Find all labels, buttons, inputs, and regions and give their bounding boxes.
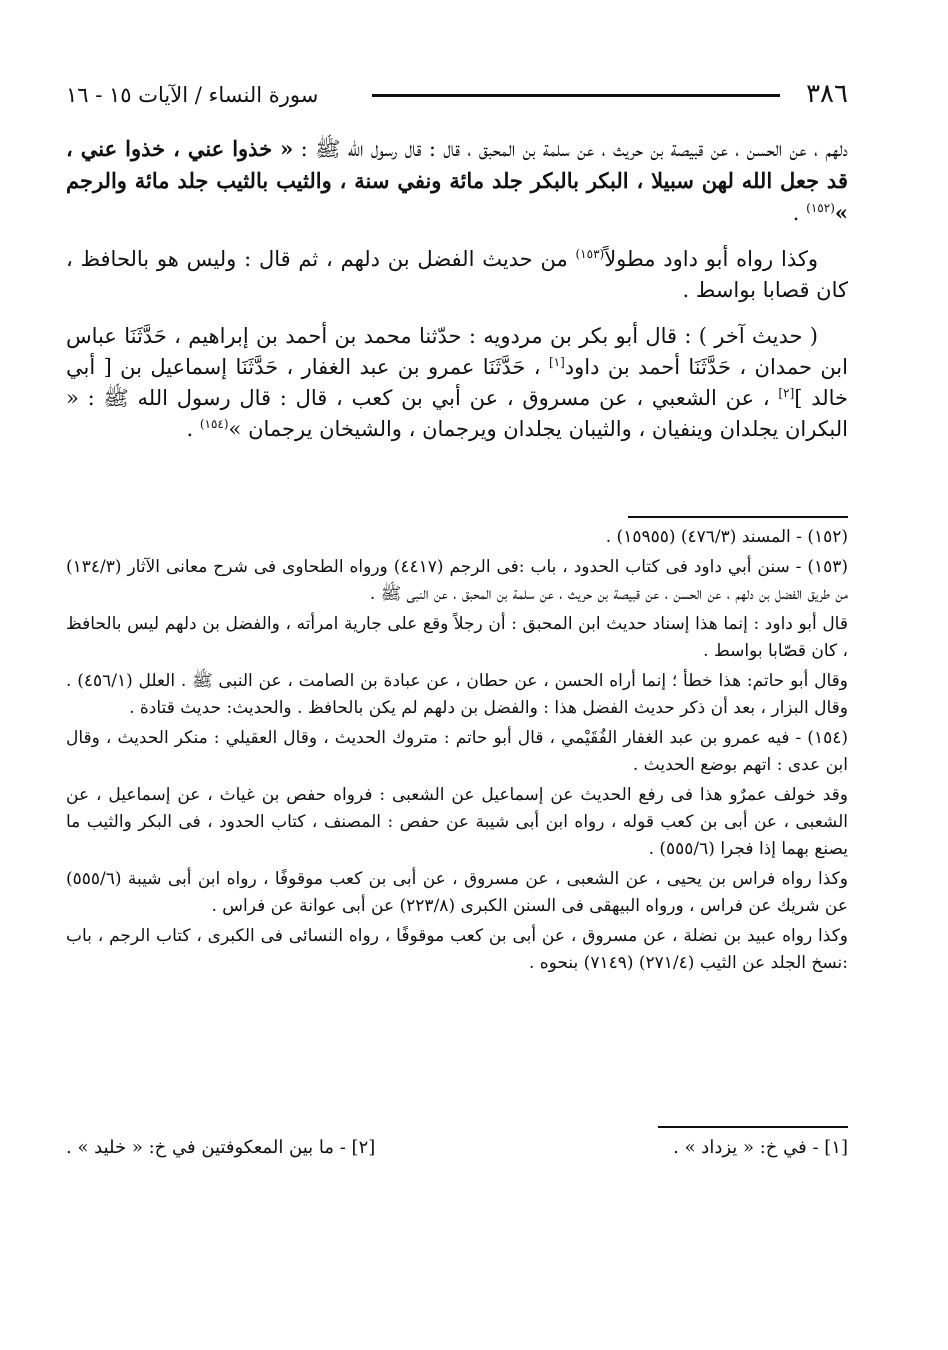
notes-separator — [658, 1126, 848, 1128]
running-title: سورة النساء / الآيات ١٥ - ١٦ — [66, 83, 319, 107]
text-segment: . — [186, 417, 200, 441]
note-ref-2[interactable]: [٢] — [778, 386, 795, 400]
notes-row — [66, 1134, 848, 1162]
footnote-153-abu-hatim: وقال أبو حاتم: هذا خطأ ؛ إنما أراه الحسن ، عن حطان ، عن عبادة بن الصامت ، عن النبى ﷺ . العلل (٤٥٦/١) . وقال البزار ، بعد أن ذكر حديث الفضل هذا : والفضل بن دلهم لم يكن بالحافظ . والحديث: حديث قتادة . — [66, 671, 848, 718]
footnote-154: (١٥٤) - فيه عمرو بن عبد الغفار الفُقَيْمي ، قال أبو حاتم : متروك الحديث ، وقال العقيلي : منكر الحديث ، وقال ابن عدى : اتهم بوضع الحديث . — [66, 728, 848, 775]
text-segment: وكذا رواه أبو داود مطولاً — [604, 247, 818, 271]
footnote-154-khulifa: وقد خولف عمرٌو هذا فى رفع الحديث عن إسماعيل عن الشعبى : فرواه حفص بن غياث ، عن إسماعيل ، عن الشعبى ، عن أبى بن كعب قوله ، رواه ابن أبى شيبة عن حفص : المصنف ، كتاب الحدود ، فى البكر والثيب ما يصنع بهما إذا فجرا (٥٥٥/٦) . — [66, 785, 848, 859]
footnote-ref-153[interactable]: (١٥٣) — [575, 247, 605, 261]
footnote-153: (١٥٣) - سنن أبي داود فى كتاب الحدود ، باب :فى الرجم (٤٤١٧) ورواه الطحاوى فى شرح معانى الآثار (١٣٤/٣) من طريق الفضل بن دلهم ، عن الحسن ، عن قبيصة بن حريث ، عن سلمة بن المحبق ، عن النبى ﷺ . — [66, 557, 849, 604]
text-segment: . — [792, 201, 807, 225]
footnote-separator — [628, 516, 848, 518]
footnote-154-firas: وكذا رواه فراس بن يحيى ، عن الشعبى ، عن مسروق ، عن أبى بن كعب موقوفًا ، رواه ابن أبى شيبة (٥٥٥/٦) عن شريك عن فراس ، ورواه البيهقى فى السنن الكبرى (٢٢٣/٨) عن أبى عوانة عن فراس . — [66, 869, 848, 916]
paragraph-abu-dawud — [66, 244, 848, 306]
header-rule — [372, 94, 780, 97]
footnote-152: (١٥٢) - المسند (٤٧٦/٣) (١٥٩٥٥) . — [605, 527, 848, 547]
paragraph-hadith-salama — [66, 133, 848, 229]
main-text — [66, 133, 848, 460]
manuscript-note-1: [١] - في خ: « يزداد » . — [673, 1137, 848, 1158]
text-segment: من حديث الفضل بن دلهم ، ثم قال : وليس هو بالحافظ ، كان قصابا بواسط . — [66, 247, 848, 302]
page-number: ٣٨٦ — [806, 79, 848, 109]
footnote-154-ubaid: وكذا رواه عبيد بن نضلة ، عن مسروق ، عن أبى بن كعب موقوفًا ، رواه النسائى فى الكبرى ، كتاب الرجم ، باب :نسخ الجلد عن الثيب (٢٧١/٤) (٧١٤٩) بنحوه . — [66, 926, 848, 973]
footnote-ref-152[interactable]: (١٥٢) — [806, 201, 835, 215]
text-segment: دلهم ، عن الحسن ، عن قبيصة بن حريث ، عن سلمة بن المحبق ، قال : قال رسول الله ﷺ : — [300, 137, 848, 161]
text-segment: ، حَدَّثَنَا عمرو بن عبد الغفار ، حَدَّثَنَا إسماعيل بن [ أبي خالد ] — [66, 355, 848, 410]
paragraph-another-hadith — [66, 321, 848, 445]
text-segment: ، عن الشعبي ، عن مسروق ، عن أبي بن كعب ، قال : قال رسول الله ﷺ : « البكران يجلدان وينفيان ، والثيبان يجلدان ويرجمان ، والشيخان يرجمان » — [66, 386, 848, 441]
manuscript-note-2: [٢] - ما بين المعكوفتين في خ: « خليد » . — [66, 1137, 376, 1158]
footnotes — [66, 516, 848, 980]
hadith-quote: « خذوا عني ، خذوا عني ، قد جعل الله لهن سبيلا ، البكر بالبكر جلد مائة ونفي سنة ، والثيب بالثيب جلد مائة والرجم » — [66, 136, 848, 225]
text-segment: ( حديث آخر ) : قال أبو بكر بن مردويه : حدّثنا محمد بن أحمد بن إبراهيم ، حَدَّثَنَا عباس ابن حمدان ، حَدَّثَنَا أحمد بن داود — [66, 324, 848, 379]
note-ref-1[interactable]: [١] — [548, 355, 565, 369]
manuscript-notes — [66, 1126, 848, 1162]
footnote-ref-154[interactable]: (١٥٤) — [199, 417, 229, 431]
footnote-153-abu-dawud: قال أبو داود : إنما هذا إسناد حديث ابن المحبق : أن رجلاً وقع على جارية امرأته ، والفضل بن دلهم ليس بالحافظ ، كان قصّابا بواسط . — [66, 614, 848, 661]
